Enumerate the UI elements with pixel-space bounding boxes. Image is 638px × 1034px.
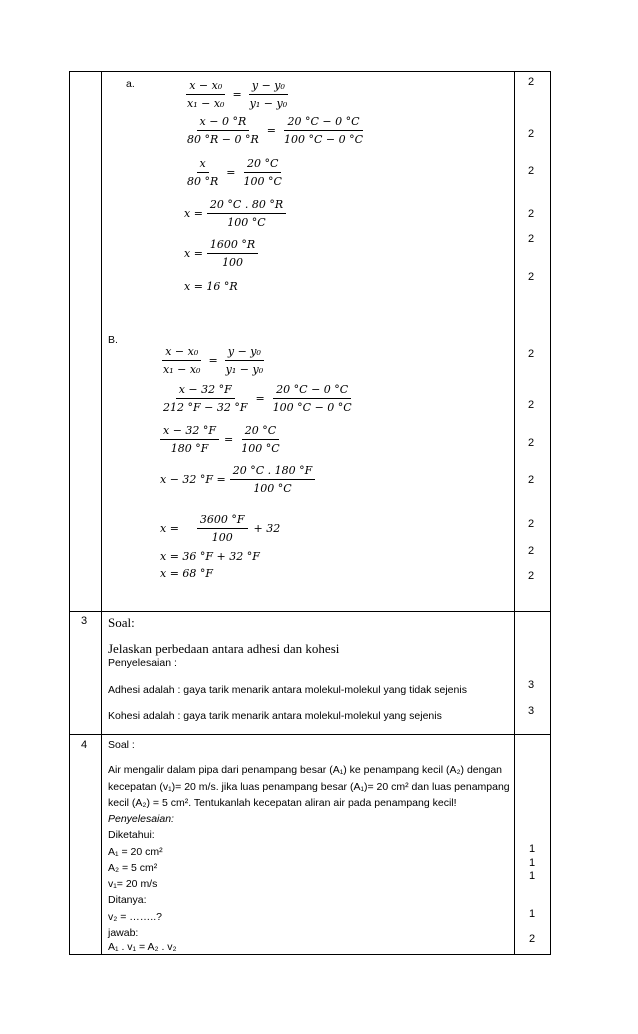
score: 2 bbox=[528, 399, 535, 411]
equals-sign: = bbox=[226, 166, 236, 179]
score: 2 bbox=[528, 233, 535, 245]
score: 2 bbox=[528, 128, 535, 140]
part-b-label: B. bbox=[108, 334, 118, 346]
question-4-formula: A₁ . v₁ = A₂ . v₂ bbox=[108, 941, 177, 953]
score: 2 bbox=[528, 348, 535, 360]
fraction-denominator: 100 °C bbox=[241, 442, 280, 455]
table-row-divider bbox=[69, 734, 551, 735]
fraction-denominator: 80 °R − 0 °R bbox=[187, 133, 259, 146]
fraction-numerator: 20 °C bbox=[242, 424, 279, 440]
fraction-denominator: 100 °C − 0 °C bbox=[283, 133, 364, 146]
score: 2 bbox=[528, 545, 535, 557]
table-score-divider bbox=[514, 71, 515, 954]
score: 1 bbox=[529, 908, 536, 920]
score: 2 bbox=[528, 518, 535, 530]
equals-sign: = bbox=[255, 392, 265, 405]
equation-lhs: x = bbox=[184, 247, 203, 260]
question-4-jawab-label: jawab: bbox=[108, 927, 139, 939]
score: 3 bbox=[528, 705, 535, 717]
table-row-divider bbox=[69, 611, 551, 612]
fraction-numerator: 1600 °R bbox=[207, 238, 258, 254]
score: 3 bbox=[528, 679, 535, 691]
fraction-numerator: x − 0 °R bbox=[197, 115, 250, 131]
fraction-denominator: 100 bbox=[222, 256, 244, 269]
score: 2 bbox=[529, 933, 536, 945]
equation-lhs: x = bbox=[160, 522, 179, 535]
fraction-numerator: x − 32 °F bbox=[160, 424, 219, 440]
equals-sign: = bbox=[224, 433, 234, 446]
equals-sign: = bbox=[232, 88, 242, 101]
question-4-text-line: Air mengalir dalam pipa dari penampang besar (A₁) ke penampang kecil (A₂) dengan bbox=[108, 764, 503, 776]
question-4-given-a1: A₁ = 20 cm² bbox=[108, 846, 163, 858]
part-b-equation-5 bbox=[160, 513, 280, 544]
table-col-divider bbox=[101, 71, 102, 954]
part-b-equation-4 bbox=[160, 464, 315, 495]
fraction-denominator: 180 °F bbox=[170, 442, 209, 455]
part-b-equation-6: x = 36 °F + 32 °F bbox=[160, 550, 260, 563]
score: 2 bbox=[528, 165, 535, 177]
question-4-ditanya-label: Ditanya: bbox=[108, 894, 147, 906]
fraction-denominator: 100 °C bbox=[227, 216, 266, 229]
fraction-denominator: y₁ − y₀ bbox=[249, 97, 288, 110]
part-a-equation-1 bbox=[184, 79, 290, 110]
fraction-numerator: x − 32 °F bbox=[176, 383, 235, 399]
part-a-equation-3 bbox=[184, 157, 285, 188]
part-b-equation-3 bbox=[160, 424, 283, 455]
part-a-label: a. bbox=[126, 78, 135, 90]
part-a-equation-5 bbox=[184, 238, 258, 269]
question-4-text-line: kecil (A₂) = 5 cm². Tentukanlah kecepatan aliran air pada penampang kecil! bbox=[108, 797, 457, 809]
fraction-denominator: 100 °C − 0 °C bbox=[272, 401, 352, 414]
part-a-equation-2 bbox=[184, 115, 366, 146]
fraction-denominator: 212 °F − 32 °F bbox=[163, 401, 248, 414]
table-right-border bbox=[550, 71, 551, 954]
fraction-numerator: 20 °C . 180 °F bbox=[230, 464, 316, 480]
part-b-equation-7: x = 68 °F bbox=[160, 567, 214, 580]
question-number: 3 bbox=[81, 615, 88, 627]
question-4-given-a2: A₂ = 5 cm² bbox=[108, 862, 158, 874]
question-number: 4 bbox=[81, 739, 88, 751]
score: 2 bbox=[528, 570, 535, 582]
fraction-numerator: 20 °C . 80 °R bbox=[207, 198, 286, 214]
fraction-numerator: 3600 °F bbox=[197, 513, 248, 529]
fraction-denominator: y₁ − y₀ bbox=[225, 363, 264, 376]
score: 2 bbox=[528, 208, 535, 220]
question-4-text-line: kecepatan (v₁)= 20 m/s. jika luas penampang besar (A₁)= 20 cm² dan luas penampang bbox=[108, 781, 510, 793]
score: 2 bbox=[528, 437, 535, 449]
equals-sign: = bbox=[266, 124, 276, 137]
fraction-numerator: y − y₀ bbox=[225, 345, 264, 361]
fraction-denominator: 100 bbox=[211, 531, 233, 544]
table-bottom-border bbox=[69, 954, 551, 955]
question-3-kohesi-answer: Kohesi adalah : gaya tarik menarik antara molekul-molekul yang sejenis bbox=[108, 710, 442, 722]
fraction-denominator: 80 °R bbox=[187, 175, 219, 188]
question-3-soal-label: Soal: bbox=[108, 615, 135, 630]
fraction-numerator: 20 °C bbox=[244, 157, 281, 173]
part-a-equation-6: x = 16 °R bbox=[184, 280, 238, 293]
table-top-border bbox=[69, 71, 551, 72]
fraction-denominator: 100 °C bbox=[253, 482, 292, 495]
question-3-adhesi-answer: Adhesi adalah : gaya tarik menarik antara molekul-molekul yang tidak sejenis bbox=[108, 684, 467, 696]
score: 1 bbox=[529, 870, 536, 882]
question-3-penyelesaian-label: Penyelesaian : bbox=[108, 657, 177, 669]
score: 2 bbox=[528, 76, 535, 88]
question-4-soal-label: Soal : bbox=[108, 739, 135, 751]
question-4-diketahui-label: Diketahui: bbox=[108, 829, 155, 841]
question-4-asked-v2: v₂ = ……..? bbox=[108, 911, 162, 923]
fraction-numerator: 20 °C − 0 °C bbox=[284, 115, 362, 131]
fraction-denominator: 100 °C bbox=[243, 175, 282, 188]
score: 1 bbox=[529, 843, 536, 855]
part-b-equation-1 bbox=[160, 345, 266, 376]
question-4-penyelesaian-label: Penyelesaian: bbox=[108, 813, 174, 825]
part-a-equation-4 bbox=[184, 198, 286, 229]
fraction-numerator: y − y₀ bbox=[249, 79, 288, 95]
part-b-equation-2 bbox=[160, 383, 355, 414]
fraction-numerator: x bbox=[197, 157, 209, 173]
score: 2 bbox=[528, 271, 535, 283]
table-left-border bbox=[69, 71, 70, 954]
fraction-denominator: x₁ − x₀ bbox=[187, 97, 225, 110]
equation-tail: + 32 bbox=[253, 522, 281, 535]
score: 2 bbox=[528, 474, 535, 486]
equation-lhs: x = bbox=[184, 207, 203, 220]
score: 1 bbox=[529, 857, 536, 869]
fraction-numerator: x − x₀ bbox=[162, 345, 201, 361]
fraction-denominator: x₁ − x₀ bbox=[163, 363, 201, 376]
question-3-text: Jelaskan perbedaan antara adhesi dan kohesi bbox=[108, 641, 340, 656]
fraction-numerator: x − x₀ bbox=[186, 79, 225, 95]
equation-lhs: x − 32 °F = bbox=[160, 473, 226, 486]
equals-sign: = bbox=[208, 354, 218, 367]
question-4-given-v1: v₁= 20 m/s bbox=[108, 878, 158, 890]
fraction-numerator: 20 °C − 0 °C bbox=[273, 383, 351, 399]
